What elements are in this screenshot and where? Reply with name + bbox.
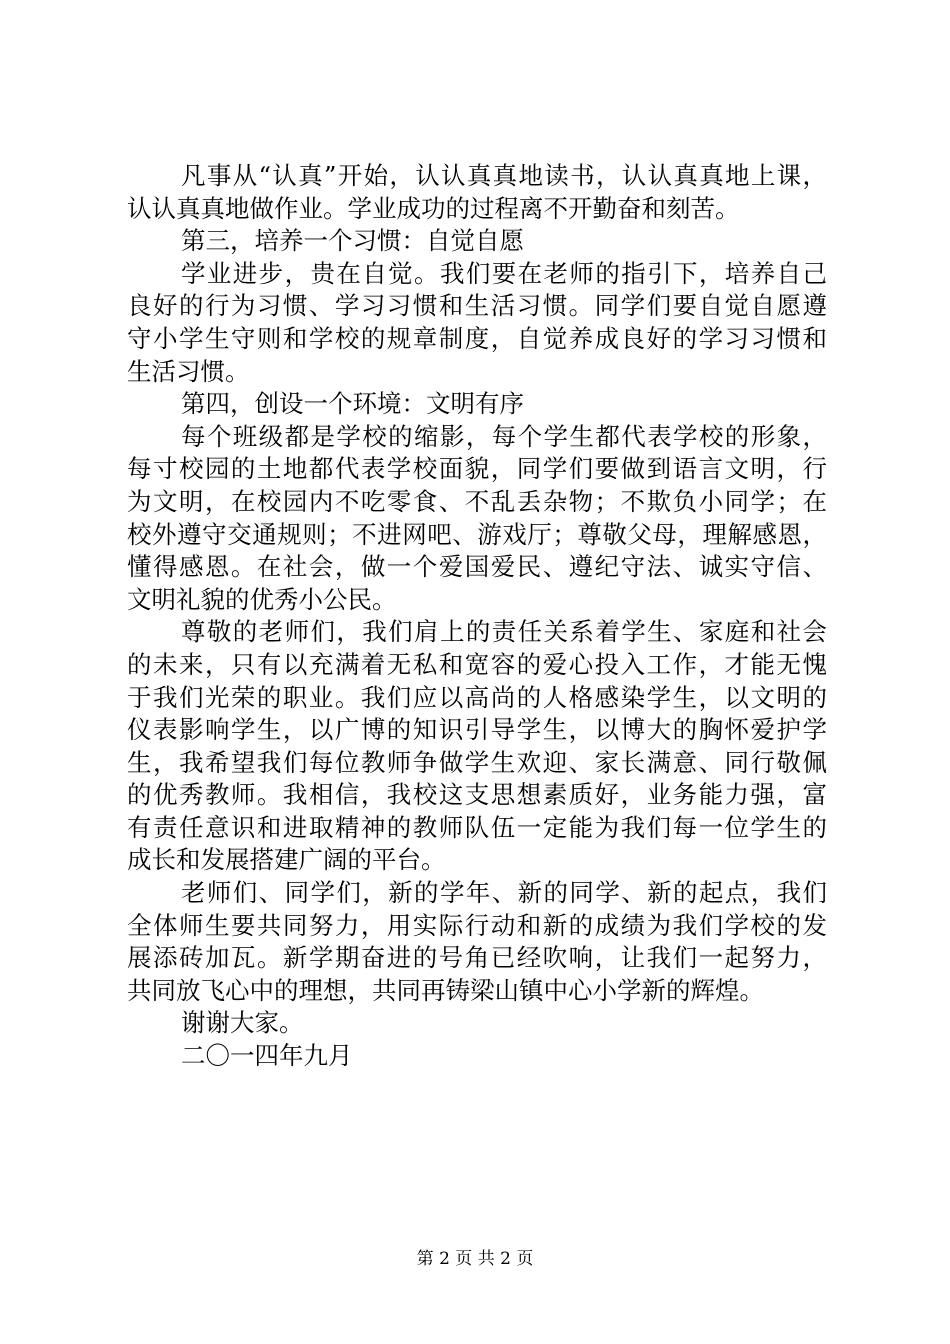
text-line: 有责任意识和进取精神的教师队伍一定能为我们每一位学生的 [127, 812, 827, 842]
text-line: 凡事从“认真”开始，认认真真地读书，认认真真地上课， [181, 161, 827, 190]
text-line: 老师们、同学们，新的学年、新的同学、新的起点，我们 [181, 878, 827, 908]
text-line: 的未来，只有以充满着无私和宽容的爱心投入工作，才能无愧 [127, 649, 827, 679]
text-line: 生活习惯。 [127, 356, 250, 386]
closing-line: 谢谢大家。 [181, 1008, 304, 1038]
text-line: 懂得感恩。在社会，做一个爱国爱民、遵纪守法、诚实守信、 [127, 552, 827, 582]
text-line: 于我们光荣的职业。我们应以高尚的人格感染学生，以文明的 [127, 682, 827, 712]
text-line: 校外遵守交通规则；不进网吧、游戏厅；尊敬父母，理解感恩， [127, 519, 827, 549]
text-line: 每寸校园的土地都代表学校面貌，同学们要做到语言文明，行 [127, 454, 827, 484]
text-line: 全体师生要共同努力，用实际行动和新的成绩为我们学校的发 [127, 910, 827, 940]
document-body [127, 160, 827, 1073]
text-line: 成长和发展搭建广阔的平台。 [127, 845, 446, 875]
text-line: 认认真真地做作业。学业成功的过程离不开勤奋和刻苦。 [127, 193, 740, 223]
section-heading: 第三，培养一个习惯：自觉自愿 [181, 226, 524, 256]
text-line: 生，我希望我们每位教师争做学生欢迎、家长满意、同行敬佩 [127, 747, 827, 777]
text-line: 仪表影响学生，以广博的知识引导学生，以博大的胸怀爱护学 [127, 715, 827, 745]
text-line: 守小学生守则和学校的规章制度，自觉养成良好的学习习惯和 [127, 323, 827, 353]
text-line: 尊敬的老师们，我们肩上的责任关系着学生、家庭和社会 [181, 617, 827, 647]
text-line: 共同放飞心中的理想，共同再铸梁山镇中心小学新的辉煌。 [127, 975, 764, 1005]
section-heading: 第四，创设一个环境：文明有序 [181, 389, 524, 419]
text-line: 的优秀教师。我相信，我校这支思想素质好，业务能力强，富 [127, 780, 827, 810]
text-line: 文明礼貌的优秀小公民。 [127, 584, 397, 614]
text-line: 每个班级都是学校的缩影，每个学生都代表学校的形象， [181, 421, 827, 451]
text-line: 展添砖加瓦。新学期奋进的号角已经吹响，让我们一起努力， [127, 943, 827, 973]
text-line: 良好的行为习惯、学习习惯和生活习惯。同学们要自觉自愿遵 [127, 291, 827, 321]
page-number-footer: 第 2 页 共 2 页 [416, 1249, 534, 1269]
text-line: 学业进步，贵在自觉。我们要在老师的指引下，培养自己 [181, 258, 827, 288]
date-line: 二〇一四年九月 [181, 1041, 353, 1071]
text-line: 为文明，在校园内不吃零食、不乱丢杂物；不欺负小同学；在 [127, 486, 827, 516]
